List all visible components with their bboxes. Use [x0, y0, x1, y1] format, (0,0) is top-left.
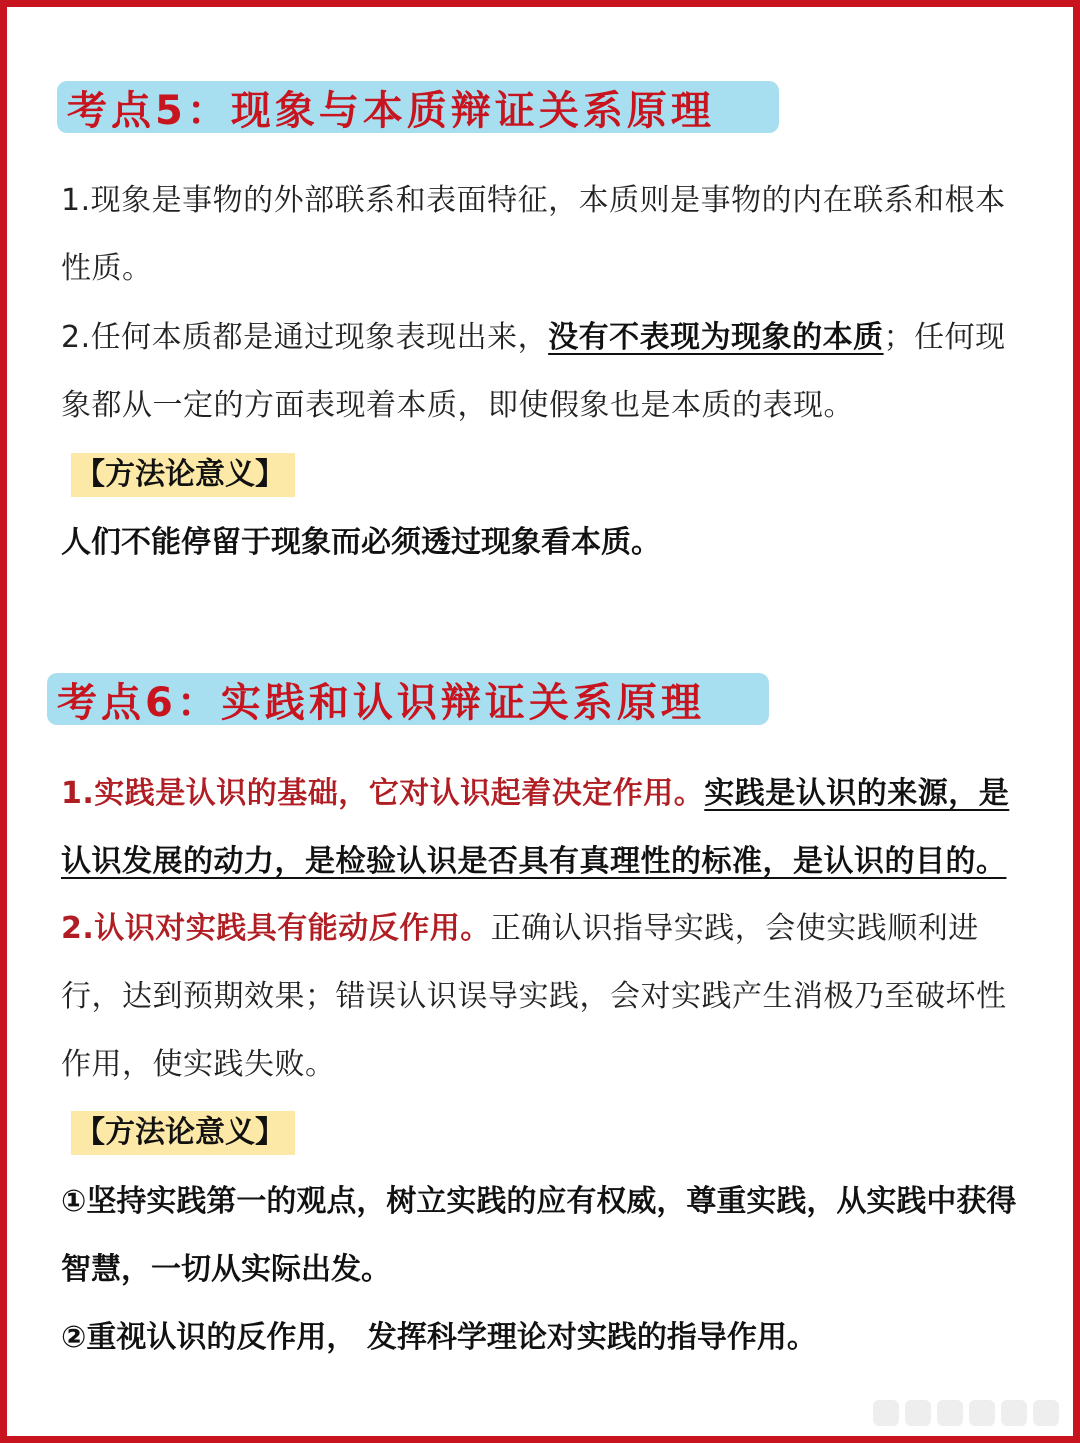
section6-method-item-1: ①坚持实践第一的观点，树立实践的应有权威，尊重实践，从实践中获得智慧，一切从实际出发。 — [61, 1184, 1017, 1287]
section6-paragraph-1 — [61, 760, 1021, 896]
section5-title-label: 考点5： — [67, 87, 231, 134]
section6-p2-rest: 正确认识指导实践，会使实践顺利进行，达到预期效果；错误认识误导实践，会对实践产生消极乃至破坏性作用，使实践失败。 — [61, 911, 1007, 1082]
dot-6 — [1033, 1400, 1059, 1426]
section6-title — [47, 673, 769, 725]
section5-p2-after: ；任何现象都从一定的方面表现着本质，即使假象也是本质的表现。 — [61, 320, 1006, 423]
dot-4 — [969, 1400, 995, 1426]
section5-title — [57, 81, 779, 133]
section5-p2-underlined: 没有不表现为现象的本质 — [548, 320, 884, 355]
section5-paragraph-1: 1.现象是事物的外部联系和表面特征，本质则是事物的内在联系和根本性质。 — [61, 183, 1006, 286]
section5-p2-before: 2.任何本质都是通过现象表现出来， — [61, 320, 549, 355]
dot-3 — [937, 1400, 963, 1426]
section6-p1-underlined: 实践是认识的来源，是认识发展的动力，是检验认识是否具有真理性的标准，是认识的目的。 — [61, 776, 1010, 879]
section5-method-tag: 【方法论意义】 — [71, 453, 295, 497]
section6-title-label: 考点6： — [57, 679, 221, 726]
section6-p1-red: 1.实践是认识的基础，它对认识起着决定作用。 — [61, 776, 705, 811]
section6-title-text: 实践和认识辩证关系原理 — [220, 679, 705, 726]
watermark-dots — [873, 1400, 1059, 1426]
section5-method-text: 人们不能停留于现象而必须透过现象看本质。 — [61, 525, 661, 560]
dot-5 — [1001, 1400, 1027, 1426]
section6-method-item-2: ②重视认识的反作用， 发挥科学理论对实践的指导作用。 — [61, 1320, 817, 1355]
dot-2 — [905, 1400, 931, 1426]
section5-title-text: 现象与本质辩证关系原理 — [230, 87, 715, 134]
section6-method-tag: 【方法论意义】 — [71, 1111, 295, 1155]
section6-p2-red: 2.认识对实践具有能动反作用。 — [61, 911, 491, 946]
section6-method-list — [61, 1168, 1031, 1372]
section5-paragraph-2 — [61, 304, 1021, 440]
section6-paragraph-2 — [61, 895, 1021, 1099]
dot-1 — [873, 1400, 899, 1426]
